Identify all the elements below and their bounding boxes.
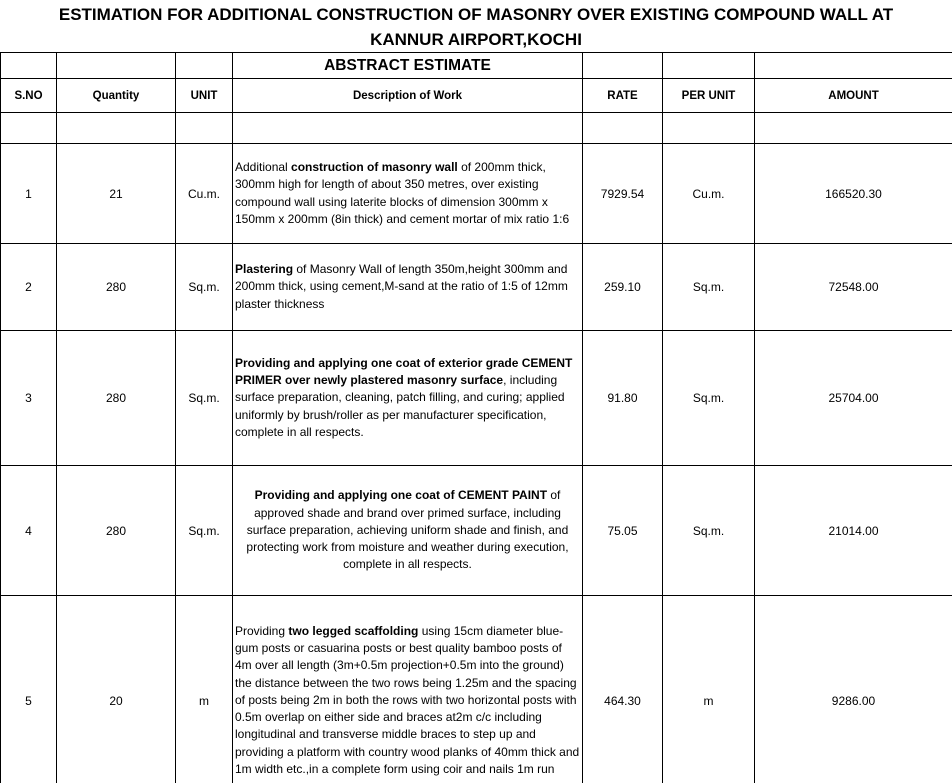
empty-cell [583,113,663,144]
estimate-table-body [1,53,952,783]
per-unit-cell: Sq.m. [663,331,755,466]
column-header-sno: S.NO [1,79,57,113]
rate-cell: 75.05 [583,466,663,596]
rate-cell: 259.10 [583,244,663,331]
per-unit-cell: Sq.m. [663,244,755,331]
description-cell: Providing and applying one coat of exterior grade CEMENT PRIMER over newly plastered masonry surface, including surface preparation, cleaning, patch filling, and curing; applied uniformly by brush/roller as per manufacturer specification, complete in all respects. [233,331,583,466]
document-title-line2: KANNUR AIRPORT,KOCHI [370,30,582,49]
column-header-per-unit: PER UNIT [663,79,755,113]
amount-cell: 72548.00 [755,244,952,331]
empty-cell [663,113,755,144]
sno-cell: 5 [1,596,57,783]
empty-cell [755,113,952,144]
per-unit-cell: Cu.m. [663,144,755,244]
rate-cell: 91.80 [583,331,663,466]
description-cell: Additional construction of masonry wall of 200mm thick, 300mm high for length of about 350 metres, over existing compound wall using laterite blocks of dimension 300mm x 150mm x 200mm (8in thick) and cement mortar of mix ratio 1:6 [233,144,583,244]
table-header-row [1,79,952,113]
abstract-estimate-row [1,53,952,79]
quantity-cell: 280 [57,466,176,596]
empty-row [1,113,952,144]
empty-cell [583,53,663,79]
empty-cell [755,53,952,79]
quantity-cell: 280 [57,331,176,466]
estimate-table [0,52,952,783]
empty-cell [663,53,755,79]
unit-cell: Sq.m. [176,466,233,596]
empty-cell [57,113,176,144]
table-row [1,331,952,466]
amount-cell: 25704.00 [755,331,952,466]
document-title [0,0,952,52]
table-row [1,244,952,331]
column-header-unit: UNIT [176,79,233,113]
empty-cell [1,113,57,144]
empty-cell [1,53,57,79]
table-subtitle: ABSTRACT ESTIMATE [233,53,583,79]
amount-cell: 166520.30 [755,144,952,244]
empty-cell [176,113,233,144]
quantity-cell: 21 [57,144,176,244]
table-row [1,466,952,596]
column-header-rate: RATE [583,79,663,113]
unit-cell: m [176,596,233,783]
sno-cell: 4 [1,466,57,596]
empty-cell [176,53,233,79]
sno-cell: 3 [1,331,57,466]
rate-cell: 7929.54 [583,144,663,244]
document-title-line1: ESTIMATION FOR ADDITIONAL CONSTRUCTION OF MASONRY OVER EXISTING COMPOUND WALL AT [58,5,894,24]
amount-cell: 9286.00 [755,596,952,783]
sno-cell: 1 [1,144,57,244]
column-header-quantity: Quantity [57,79,176,113]
description-cell: Providing two legged scaffolding using 15cm diameter blue-gum posts or casuarina posts or best quality bamboo posts of 4m over all length (3m+0.5m projection+0.5m into the ground) the distance between the two rows being 1.25m and the spacing of posts being 2m in both the rows with two horizontal posts with 0.5m overlap on either side and braces at2m c/c including longitudinal and transverse middle braces to step up and providing a platform with country wood planks of 40mm thick and 1m width etc.,in a complete form using coir and nails 1m run [233,596,583,783]
table-row [1,144,952,244]
quantity-cell: 280 [57,244,176,331]
amount-cell: 21014.00 [755,466,952,596]
per-unit-cell: m [663,596,755,783]
table-row [1,596,952,783]
sno-cell: 2 [1,244,57,331]
unit-cell: Sq.m. [176,331,233,466]
description-cell: Providing and applying one coat of CEMENT PAINT of approved shade and brand over primed surface, including surface preparation, achieving uniform shade and finish, and protecting work from moisture and weather during execution, complete in all respects. [233,466,583,596]
rate-cell: 464.30 [583,596,663,783]
column-header-amount: AMOUNT [755,79,952,113]
unit-cell: Sq.m. [176,244,233,331]
per-unit-cell: Sq.m. [663,466,755,596]
empty-cell [233,113,583,144]
quantity-cell: 20 [57,596,176,783]
unit-cell: Cu.m. [176,144,233,244]
empty-cell [57,53,176,79]
column-header-description: Description of Work [233,79,583,113]
description-cell: Plastering of Masonry Wall of length 350m,height 300mm and 200mm thick, using cement,M-sand at the ratio of 1:5 of 12mm plaster thickness [233,244,583,331]
